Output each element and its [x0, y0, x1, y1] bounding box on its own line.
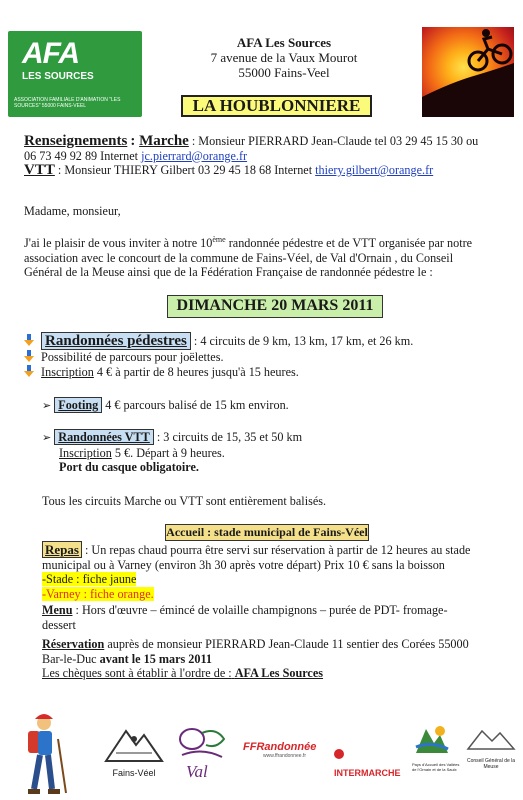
pays-accueil-logo [412, 723, 460, 772]
conseil-general-text: Conseil Général de la Meuse [466, 758, 516, 770]
rando-possibilite: Possibilité de parcours pour joëlettes. [41, 350, 224, 364]
menu-text: : Hors d'œuvre – émincé de volaille champignons – purée de PDT- fromage- [75, 603, 448, 617]
renseignements-label: Renseignements [24, 133, 128, 149]
header-street: 7 avenue de la Vaux Mourot [210, 50, 358, 65]
accueil-box: Accueil : stade municipal de Fains-Véel [166, 525, 368, 539]
rando-text: : 4 circuits de 9 km, 13 km, 17 km, et 26 km. [193, 334, 414, 348]
afa-logo-text: AFA [22, 37, 79, 70]
afa-logo [8, 31, 142, 117]
val-ornain-logo [172, 725, 232, 785]
header-address [150, 35, 418, 80]
footing-block [42, 398, 289, 414]
pays-accueil-text: Pays d'Accueil des Vallées de l'Ornain et de la Saulx [412, 762, 460, 772]
fains-veel-logo [104, 723, 164, 779]
greeting: Madame, monsieur, [24, 204, 121, 218]
conseil-general-emblem-icon [466, 723, 516, 753]
vtt-inscription-label: Inscription [59, 445, 112, 460]
reservation-label: Réservation [42, 637, 105, 651]
mountain-icon [104, 723, 164, 763]
arrow-bullet-icon [24, 334, 34, 346]
pays-accueil-emblem-icon [412, 723, 452, 757]
marche-label: Marche [139, 133, 189, 149]
reservation-deadline: avant le 15 mars 2011 [99, 651, 213, 666]
arrow-bullet-icon [24, 365, 34, 377]
footing-text: 4 € parcours balisé de 15 km environ. [105, 398, 289, 412]
invitation-line-2: association avec le concourt de la commune de Fains-Véel, de Val d'Ornain , du Conseil [24, 250, 454, 265]
invitation-paragraph [24, 233, 523, 280]
vtt-label: Randonnées VTT [54, 429, 154, 445]
repas-varney: -Varney : fiche orange. [42, 586, 154, 601]
reservation-city: Bar-le-Duc [42, 651, 97, 666]
repas-text-2: municipal ou à Varney (environ 3h 30 après votre départ) Prix 10 € sans la boisson [42, 557, 445, 572]
invitation-superscript: ème [212, 235, 226, 244]
reservation-block [42, 637, 514, 681]
val-ornain-emblem-icon [172, 725, 232, 765]
invitation-line-1a: J'ai le plaisir de vous inviter à notre 10 [24, 236, 213, 251]
vtt-contact-label: VTT [24, 162, 55, 178]
marche-contact-2: 06 73 49 92 89 Internet [24, 148, 139, 163]
biker-silhouette-icon [422, 27, 514, 117]
renseignements-block: Renseignements : Marche : Monsieur PIERRARD Jean-Claude tel 03 29 45 15 30 ou 06 73 49 92 89 Internet jc.pierrard@orange.fr VTT : Monsieur THIERY Gilbert 03 29 45 18 68 Internet thiery.gilbert@orange.fr [24, 133, 479, 178]
repas-label: Repas [42, 541, 82, 558]
ffrandonnee-text: FFRandonnée [243, 741, 317, 753]
conseil-general-logo [466, 723, 516, 770]
invitation-line-1b: randonnée pédestre et de VTT organisée par notre [228, 236, 473, 251]
chevron-right-icon: ➢ [42, 400, 52, 412]
invitation-line-3: Général de la Meuse ainsi que de la Fédération Française de randonnée pédestre le : [24, 265, 433, 280]
vtt-contact: : Monsieur THIERY Gilbert 03 29 45 18 68 Internet [57, 163, 313, 177]
cheques-text: Les chèques sont à établir à l'ordre de : [42, 666, 232, 680]
cheques-payee: AFA Les Sources [234, 666, 323, 680]
header-org: AFA Les Sources [236, 35, 332, 50]
repas-block [42, 543, 514, 601]
vtt-inscription-text: 5 €. Départ à 9 heures. [114, 445, 225, 460]
fains-veel-text: Fains-Véel [112, 768, 156, 778]
afa-logo-subtext: LES SOURCES [22, 71, 94, 82]
event-title: LA HOUBLONNIERE [181, 95, 372, 117]
balises-note: Tous les circuits Marche ou VTT sont entièrement balisés. [42, 494, 327, 508]
event-date: DIMANCHE 20 MARS 2011 [167, 295, 383, 318]
arrow-bullet-icon [24, 350, 34, 362]
rando-block [24, 332, 523, 379]
val-text: Val [186, 762, 208, 781]
hiker-icon [14, 709, 78, 799]
menu-block [42, 603, 514, 632]
rando-inscription-label: Inscription [41, 364, 94, 379]
menu-label: Menu [42, 603, 73, 617]
rando-label: Randonnées pédestres [41, 332, 191, 350]
ffrandonnee-logo [243, 741, 327, 759]
intermarche-text: INTERMARCHE [334, 768, 401, 778]
vtt-casque: Port du casque obligatoire. [59, 460, 199, 474]
reservation-text: auprès de monsieur PIERRARD Jean-Claude 11 sentier des Corées 55000 [107, 637, 469, 651]
chevron-right-icon: ➢ [42, 432, 52, 444]
header-city: 55000 Fains-Veel [238, 65, 330, 80]
intermarche-logo [334, 745, 410, 778]
sponsor-logos [0, 705, 523, 800]
vtt-email-link[interactable]: thiery.gilbert@orange.fr [315, 163, 434, 177]
footing-label: Footing [54, 397, 102, 413]
repas-text: : Un repas chaud pourra être servi sur réservation à partir de 12 heures au stade [85, 543, 471, 557]
menu-text-2: dessert [42, 617, 76, 632]
marche-email-link[interactable]: jc.pierrard@orange.fr [141, 148, 248, 163]
sunset-biker-image [422, 27, 514, 117]
vtt-text: : 3 circuits de 15, 35 et 50 km [156, 430, 303, 444]
intermarche-dot-icon [334, 749, 344, 759]
ffrandonnee-web: www.ffrandonnee.fr [263, 753, 306, 759]
vtt-block [42, 430, 502, 475]
rando-inscription-text: 4 € à partir de 8 heures jusqu'à 15 heures. [96, 364, 299, 379]
repas-stade: -Stade : fiche jaune [42, 572, 137, 586]
marche-contact: : Monsieur PIERRARD Jean-Claude tel 03 29 45 15 30 ou [191, 134, 479, 148]
afa-logo-caption: ASSOCIATION FAMILIALE D'ANIMATION "LES SOURCES" 55000 FAINS-VEEL [14, 97, 121, 109]
